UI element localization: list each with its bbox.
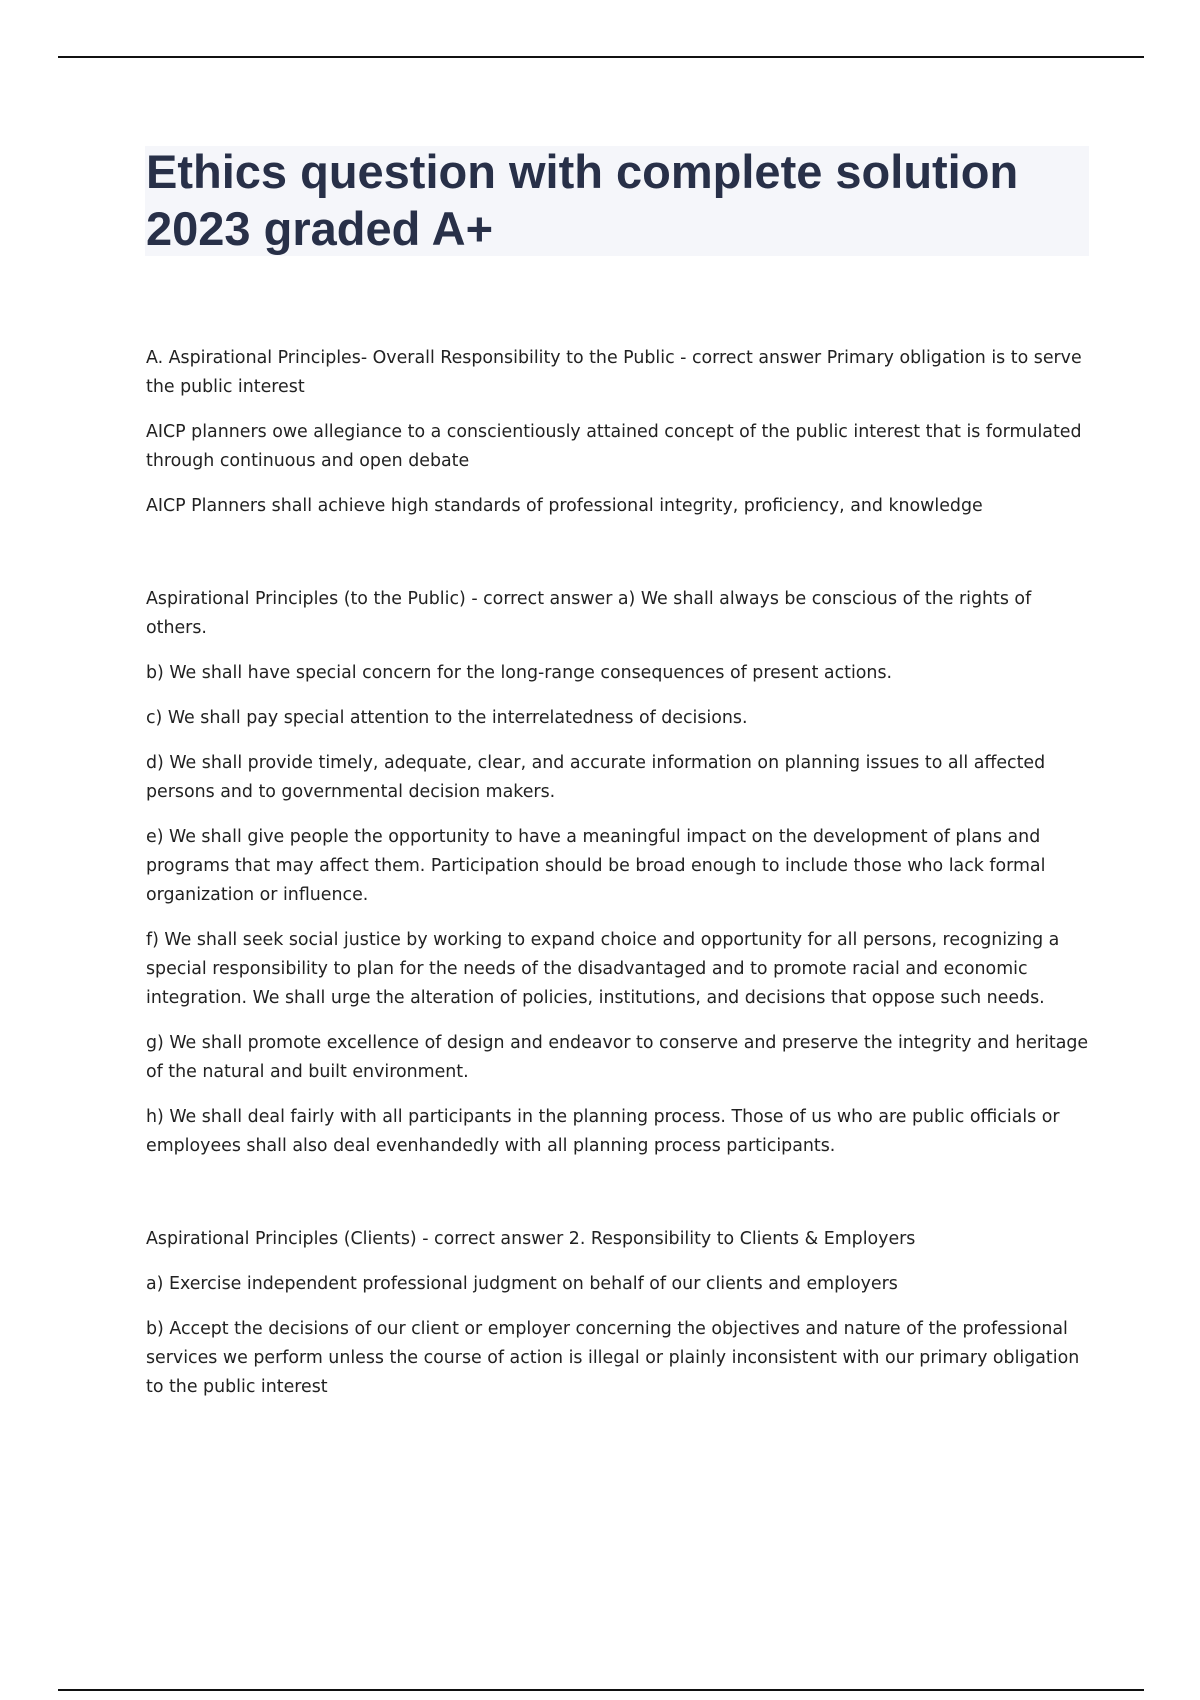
- paragraph: b) Accept the decisions of our client or employer concerning the objectives and nature of the professional services we perform unless the course of action is illegal or plainly inconsistent with our primary obligation to the public interest: [146, 1319, 1080, 1397]
- paragraph: b) We shall have special concern for the long-range consequences of present actions.: [146, 663, 893, 683]
- paragraph: Aspirational Principles (to the Public) - correct answer a) We shall always be conscious of the rights of others.: [146, 589, 1032, 638]
- bottom-rule: [58, 1689, 1144, 1691]
- paragraph: d) We shall provide timely, adequate, clear, and accurate information on planning issues to all affected persons and to governmental decision makers.: [146, 753, 1046, 802]
- paragraph: e) We shall give people the opportunity to have a meaningful impact on the development of plans and programs that may affect them. Participation should be broad enough to include those who lack formal organization or influence.: [146, 827, 1046, 905]
- paragraph: a) Exercise independent professional judgment on behalf of our clients and employers: [146, 1274, 898, 1294]
- paragraph: AICP Planners shall achieve high standards of professional integrity, proficiency, and knowledge: [146, 496, 983, 516]
- section-overall-responsibility: [146, 344, 1096, 521]
- section-principles-clients: [146, 1225, 1096, 1402]
- paragraph: A. Aspirational Principles- Overall Responsibility to the Public - correct answer Primary obligation is to serve the public interest: [146, 348, 1082, 397]
- top-rule: [58, 56, 1144, 58]
- document-body: [146, 344, 1096, 1402]
- paragraph: f) We shall seek social justice by working to expand choice and opportunity for all persons, recognizing a special responsibility to plan for the needs of the disadvantaged and to promote racial and economic integration. We shall urge the alteration of policies, institutions, and decisions that oppose such needs.: [146, 930, 1060, 1008]
- document-title: Ethics question with complete solution 2023 graded A+: [146, 145, 1019, 255]
- paragraph: g) We shall promote excellence of design and endeavor to conserve and preserve the integrity and heritage of the natural and built environment.: [146, 1033, 1089, 1082]
- paragraph: Aspirational Principles (Clients) - correct answer 2. Responsibility to Clients & Employers: [146, 1229, 916, 1249]
- paragraph: c) We shall pay special attention to the interrelatedness of decisions.: [146, 708, 748, 728]
- paragraph: h) We shall deal fairly with all participants in the planning process. Those of us who are public officials or employees shall also deal evenhandedly with all planning process participants.: [146, 1107, 1060, 1156]
- section-principles-public: [146, 585, 1096, 1161]
- paragraph: AICP planners owe allegiance to a conscientiously attained concept of the public interest that is formulated through continuous and open debate: [146, 422, 1082, 471]
